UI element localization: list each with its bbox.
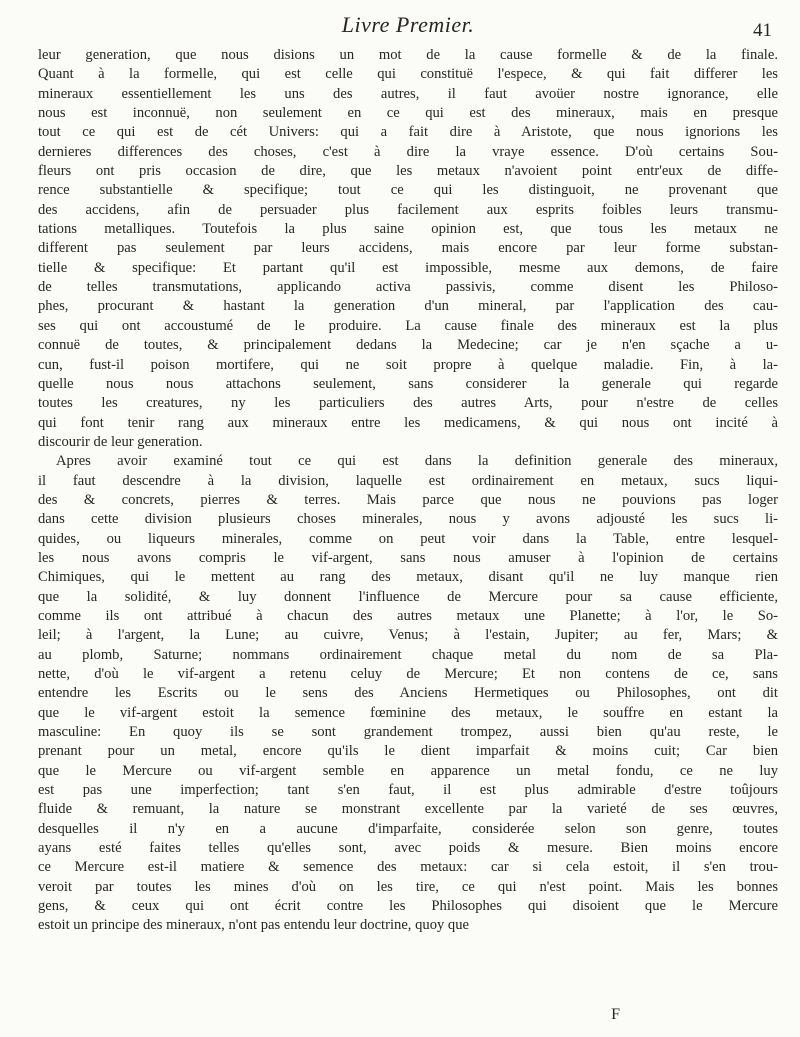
text-line: quelle nous nous attachons seulement, sans considerer la generale qui regarde	[38, 375, 778, 392]
text-line: il faut descendre à la division, laquelle est ordinairement en metaux, sucs liqui-	[38, 472, 778, 489]
text-line: quides, ou liqueurs minerales, comme on peut voir dans la Table, entre lesquel-	[38, 530, 778, 547]
text-line: nous est inconnuë, non seulement en ce qui est des mineraux, mais en presque	[38, 105, 778, 122]
running-title: Livre Premier.	[341, 12, 475, 37]
text-line: tielle & specifique: Et partant qu'il est impossible, mesme aux demons, de faire	[38, 259, 778, 276]
text-line: desquelles il n'y en a aucune d'imparfaite, considerée selon son genre, toutes	[38, 820, 778, 837]
text-line: que le vif-argent estoit la semence fœminine des metaux, le souffre en estant la	[38, 704, 778, 721]
text-line: rence substantielle & specifique; tout ce qui les distinguoit, ne provenant que	[38, 182, 778, 199]
text-line: de telles transmutations, applicando activa passivis, comme disent les Philoso-	[38, 279, 778, 296]
text-line: leur generation, que nous disions un mot de la cause formelle & de la finale.	[38, 47, 778, 63]
text-line: fleurs ont pris occasion de dire, que les metaux n'avoient point entr'eux de diffe-	[38, 163, 778, 180]
text-line: ayans esté faites telles qu'elles sont, avec poids & mesure. Bien moins encore	[38, 840, 778, 857]
signature-mark: F	[611, 1006, 620, 1023]
text-line: cun, fust-il poison mortifere, qui ne soit propre à quelque maladie. Fin, à la-	[38, 356, 778, 373]
text-line: gens, & ceux qui ont écrit contre les Philosophes qui disoient que le Mercure	[38, 898, 778, 915]
text-line: tout ce qui est de cét Univers: qui a fait dire à Aristote, que nous ignorions les	[38, 124, 778, 141]
text-line: different pas seulement par leurs accidens, mais encore par leur forme substan-	[38, 240, 778, 257]
text-line: leil; à l'argent, la Lune; au cuivre, Venus; à l'estain, Jupiter; au fer, Mars; &	[38, 627, 778, 644]
text-line: prenant pour un metal, encore qu'ils le dient imparfait & moins cuit; Car bien	[38, 743, 778, 760]
text-line: Quant à la formelle, qui est celle qui constituë l'espece, & qui fait differer les	[38, 66, 778, 83]
text-line: masculine: En quoy ils se sont grandement trompez, aussi bien qu'au reste, le	[38, 724, 778, 741]
text-line: dans cette division plusieurs choses minerales, nous y avons adjousté les sucs li-	[38, 511, 778, 528]
running-head	[38, 12, 778, 46]
text-line: ce Mercure est-il matiere & semence des metaux: car si cela estoit, il s'en trou-	[38, 859, 778, 876]
text-line: estoit un principe des mineraux, n'ont pas entendu leur doctrine, quoy que	[38, 917, 470, 934]
text-line: ses qui ont accoustumé de le produire. La cause finale des mineraux est la plus	[38, 317, 778, 334]
text-line: veroit par toutes les mines d'où on les tire, ce qui n'est point. Mais les bonnes	[38, 878, 778, 895]
body-text	[38, 46, 778, 936]
text-line: dernieres differences des choses, c'est à dire la vraye essence. D'où certains Sou-	[38, 143, 778, 160]
text-line: discourir de leur generation.	[38, 433, 203, 450]
text-line: toutes les creatures, ny les particuliers des autres Arts, pour n'estre de celles	[38, 395, 778, 412]
text-line: nette, d'où le vif-argent a retenu celuy de Mercure; Et non contens de ce, sans	[38, 666, 778, 682]
text-line: connuë de toutes, & principalement dedans la Medecine; car je n'en sçache a u-	[38, 337, 778, 354]
text-line: des & concrets, pierres & terres. Mais parce que nous ne pouvions pas loger	[38, 491, 778, 508]
text-line: Apres avoir examiné tout ce qui est dans la definition generale des mineraux,	[56, 453, 778, 470]
text-line: entendre les Escrits ou le sens des Anciens Hermetiques ou Philosophes, ont dit	[38, 685, 778, 702]
text-line: mineraux essentiellement les uns des autres, il faut avoüer nostre ignorance, elle	[38, 85, 778, 102]
text-line: des accidens, afin de persuader plus facilement aux esprits foibles leurs transmu-	[38, 201, 778, 218]
text-line: comme ils ont attribué à chacun des autres metaux une Planette; à l'or, le So-	[38, 607, 778, 624]
text-line: que le Mercure ou vif-argent semble en apparence un metal fondu, ce ne luy	[38, 762, 778, 779]
text-line: au plomb, Saturne; nommans ordinairement chaque metal du nom de sa Pla-	[38, 646, 778, 663]
text-line: Chimiques, qui le mettent au rang des metaux, disant qu'il ne luy manque rien	[38, 569, 778, 586]
paragraph	[38, 46, 778, 452]
text-line: est pas une imperfection; tant s'en faut, il est plus admirable d'estre toûjours	[38, 782, 778, 799]
text-line: phes, procurant & hastant la generation d'un mineral, par l'application des cau-	[38, 298, 778, 315]
text-line: les nous avons compris le vif-argent, sans nous amuser à l'opinion de certains	[38, 549, 778, 566]
text-line: tations metalliques. Toutefois la plus saine opinion est, que tous les metaux ne	[38, 221, 778, 238]
page-number: 41	[753, 20, 772, 41]
text-line: qui font tenir rang aux mineraux entre les medicamens, & qui nous ont incité à	[38, 414, 778, 431]
text-line: fluide & remuant, la nature se monstrant excellente par la varieté de ses œuvres,	[38, 801, 778, 818]
text-line: que la solidité, & luy donnent l'influence de Mercure pour sa cause efficiente,	[38, 588, 778, 605]
paragraph	[38, 452, 778, 936]
